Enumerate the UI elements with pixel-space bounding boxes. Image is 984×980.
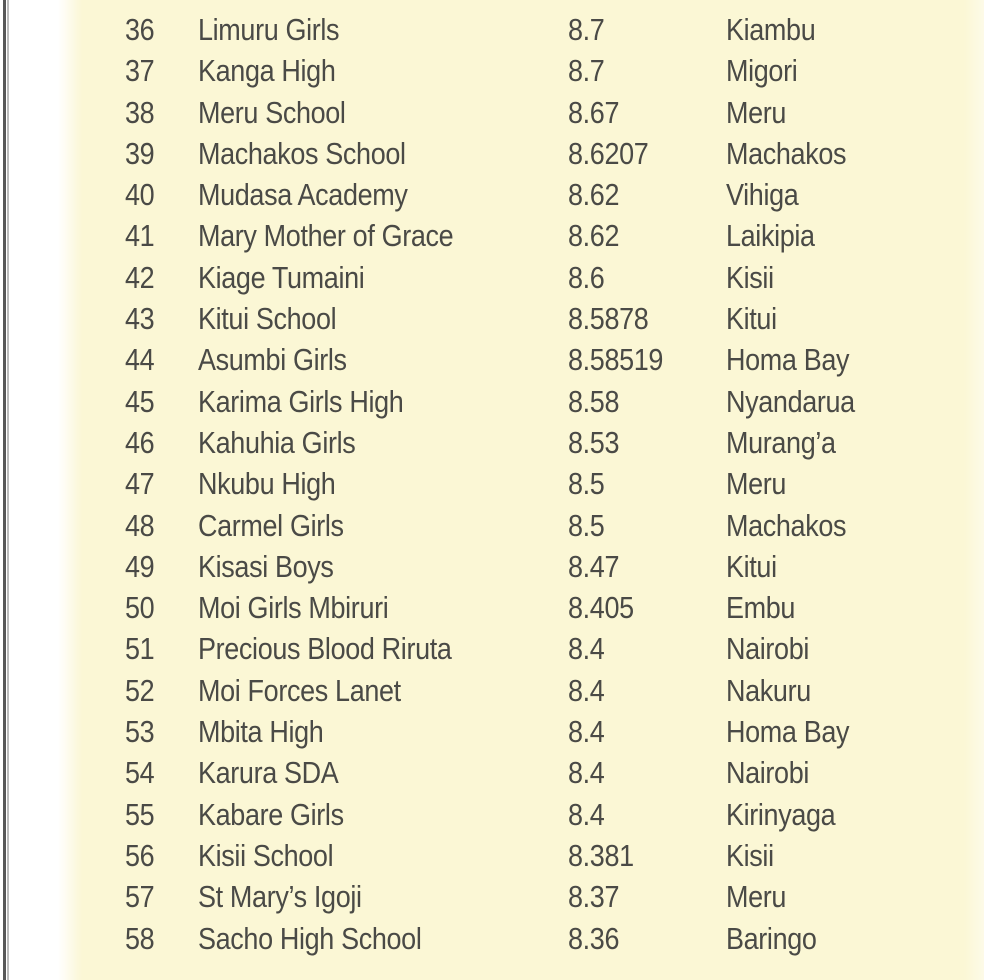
school-name-cell [198,133,568,174]
school-name-cell [198,794,568,835]
score-cell [568,670,726,711]
score-cell [568,794,726,835]
rank-text: 55 [125,796,155,832]
score-text: 8.62 [568,177,620,213]
table-row [125,587,984,628]
county-cell [726,752,984,793]
county-cell [726,876,984,917]
score-text: 8.4 [568,755,605,791]
score-cell [568,92,726,133]
school-name-cell [198,422,568,463]
school-name-cell [198,587,568,628]
score-cell [568,50,726,91]
score-cell [568,381,726,422]
school-text: Machakos School [198,135,406,171]
table-row [125,257,984,298]
school-text: Kisasi Boys [198,548,334,584]
rank-cell [125,670,198,711]
school-text: Kiage Tumaini [198,259,365,295]
page-edge-line-secondary [7,0,9,980]
county-cell [726,505,984,546]
school-name-cell [198,628,568,669]
score-cell [568,876,726,917]
county-cell [726,794,984,835]
school-name-cell [198,298,568,339]
table-row [125,711,984,752]
table-row [125,92,984,133]
rank-cell [125,546,198,587]
score-text: 8.36 [568,920,620,956]
rank-cell [125,463,198,504]
table-row [125,50,984,91]
county-text: Murang’a [726,424,836,460]
county-text: Kisii [726,259,774,295]
score-text: 8.6207 [568,135,649,171]
score-cell [568,835,726,876]
rank-cell [125,711,198,752]
table-row [125,876,984,917]
rank-cell [125,381,198,422]
school-text: Moi Forces Lanet [198,672,401,708]
score-cell [568,711,726,752]
rank-cell [125,918,198,959]
rank-text: 42 [125,259,155,295]
county-cell [726,381,984,422]
score-text: 8.381 [568,837,634,873]
school-name-cell [198,711,568,752]
county-cell [726,422,984,463]
school-name-cell [198,9,568,50]
score-text: 8.47 [568,548,620,584]
county-text: Migori [726,53,798,89]
rank-text: 48 [125,507,155,543]
table-row [125,174,984,215]
school-text: Kabare Girls [198,796,344,832]
school-name-cell [198,92,568,133]
school-text: Mary Mother of Grace [198,218,454,254]
rank-text: 49 [125,548,155,584]
county-cell [726,298,984,339]
rank-cell [125,133,198,174]
school-text: Kitui School [198,301,337,337]
score-text: 8.405 [568,590,634,626]
school-name-cell [198,339,568,380]
school-name-cell [198,381,568,422]
rank-text: 52 [125,672,155,708]
score-cell [568,463,726,504]
school-text: Karima Girls High [198,383,404,419]
county-cell [726,546,984,587]
school-name-cell [198,505,568,546]
rank-text: 41 [125,218,155,254]
rank-cell [125,174,198,215]
table-row [125,794,984,835]
score-cell [568,422,726,463]
score-text: 8.58 [568,383,620,419]
school-name-cell [198,50,568,91]
school-name-cell [198,174,568,215]
score-text: 8.6 [568,259,605,295]
county-text: Vihiga [726,177,799,213]
rank-text: 47 [125,466,155,502]
county-text: Homa Bay [726,714,850,750]
school-text: Moi Girls Mbiruri [198,590,389,626]
county-cell [726,339,984,380]
county-cell [726,670,984,711]
rank-cell [125,339,198,380]
school-text: Kisii School [198,837,334,873]
county-text: Laikipia [726,218,815,254]
table-row [125,918,984,959]
table-row [125,339,984,380]
school-text: Kahuhia Girls [198,424,356,460]
school-text: Mbita High [198,714,324,750]
rank-cell [125,422,198,463]
table-row [125,9,984,50]
county-cell [726,133,984,174]
table-row [125,133,984,174]
county-cell [726,587,984,628]
school-text: Kanga High [198,53,336,89]
school-name-cell [198,918,568,959]
score-cell [568,546,726,587]
table-row [125,298,984,339]
county-text: Meru [726,94,787,130]
school-name-cell [198,876,568,917]
county-cell [726,92,984,133]
rank-cell [125,505,198,546]
table-row [125,215,984,256]
county-text: Machakos [726,507,847,543]
rank-cell [125,215,198,256]
rank-text: 58 [125,920,155,956]
score-cell [568,628,726,669]
school-rankings-table [125,9,984,959]
rank-text: 37 [125,53,155,89]
score-text: 8.7 [568,12,605,47]
rank-cell [125,50,198,91]
rank-cell [125,876,198,917]
school-text: Asumbi Girls [198,342,347,378]
rank-cell [125,794,198,835]
county-text: Meru [726,466,787,502]
county-text: Nairobi [726,631,810,667]
score-text: 8.7 [568,53,605,89]
school-text: Karura SDA [198,755,339,791]
county-text: Kirinyaga [726,796,836,832]
county-text: Kiambu [726,12,816,47]
score-cell [568,215,726,256]
score-text: 8.67 [568,94,620,130]
county-cell [726,918,984,959]
school-name-cell [198,215,568,256]
county-text: Kitui [726,548,777,584]
county-text: Nairobi [726,755,810,791]
school-text: Mudasa Academy [198,177,408,213]
score-cell [568,257,726,298]
score-text: 8.62 [568,218,620,254]
rank-text: 45 [125,383,155,419]
score-text: 8.4 [568,672,605,708]
score-cell [568,587,726,628]
table-row [125,381,984,422]
county-text: Kisii [726,837,774,873]
school-name-cell [198,752,568,793]
school-name-cell [198,257,568,298]
rank-cell [125,9,198,50]
school-text: Nkubu High [198,466,336,502]
school-text: St Mary’s Igoji [198,879,362,915]
table-row [125,670,984,711]
school-text: Limuru Girls [198,12,340,47]
score-cell [568,918,726,959]
table-row [125,835,984,876]
county-cell [726,9,984,50]
county-cell [726,463,984,504]
rank-text: 36 [125,12,155,47]
rank-text: 50 [125,590,155,626]
score-cell [568,505,726,546]
rank-text: 53 [125,714,155,750]
rank-text: 51 [125,631,155,667]
county-text: Homa Bay [726,342,850,378]
school-text: Precious Blood Riruta [198,631,452,667]
table-row [125,628,984,669]
county-cell [726,257,984,298]
school-name-cell [198,546,568,587]
county-cell [726,174,984,215]
county-text: Machakos [726,135,847,171]
county-cell [726,628,984,669]
rank-text: 46 [125,424,155,460]
score-text: 8.58519 [568,342,664,378]
rank-text: 44 [125,342,155,378]
score-text: 8.5 [568,466,605,502]
county-text: Meru [726,879,787,915]
rank-cell [125,835,198,876]
county-text: Baringo [726,920,817,956]
score-cell [568,298,726,339]
rank-text: 57 [125,879,155,915]
rank-cell [125,587,198,628]
school-name-cell [198,463,568,504]
rank-cell [125,628,198,669]
rank-cell [125,298,198,339]
rank-text: 39 [125,135,155,171]
score-cell [568,9,726,50]
rank-text: 38 [125,94,155,130]
rank-cell [125,257,198,298]
rank-text: 43 [125,301,155,337]
table-row [125,505,984,546]
county-cell [726,50,984,91]
school-text: Sacho High School [198,920,422,956]
county-cell [726,711,984,752]
score-cell [568,752,726,793]
county-text: Embu [726,590,796,626]
table-row [125,422,984,463]
table-row [125,752,984,793]
score-text: 8.4 [568,796,605,832]
rank-cell [125,752,198,793]
table-row [125,546,984,587]
score-text: 8.5878 [568,301,649,337]
score-cell [568,133,726,174]
school-text: Carmel Girls [198,507,344,543]
school-text: Meru School [198,94,346,130]
score-text: 8.4 [568,631,605,667]
score-text: 8.5 [568,507,605,543]
rank-text: 56 [125,837,155,873]
county-cell [726,835,984,876]
score-text: 8.4 [568,714,605,750]
county-cell [726,215,984,256]
page-edge-line [3,0,6,980]
county-text: Nakuru [726,672,811,708]
rank-cell [125,92,198,133]
school-name-cell [198,835,568,876]
score-text: 8.37 [568,879,620,915]
school-name-cell [198,670,568,711]
score-cell [568,174,726,215]
score-cell [568,339,726,380]
table-row [125,463,984,504]
score-text: 8.53 [568,424,620,460]
school-rankings-panel [58,0,984,980]
county-text: Nyandarua [726,383,855,419]
county-text: Kitui [726,301,777,337]
rank-text: 40 [125,177,155,213]
rank-text: 54 [125,755,155,791]
